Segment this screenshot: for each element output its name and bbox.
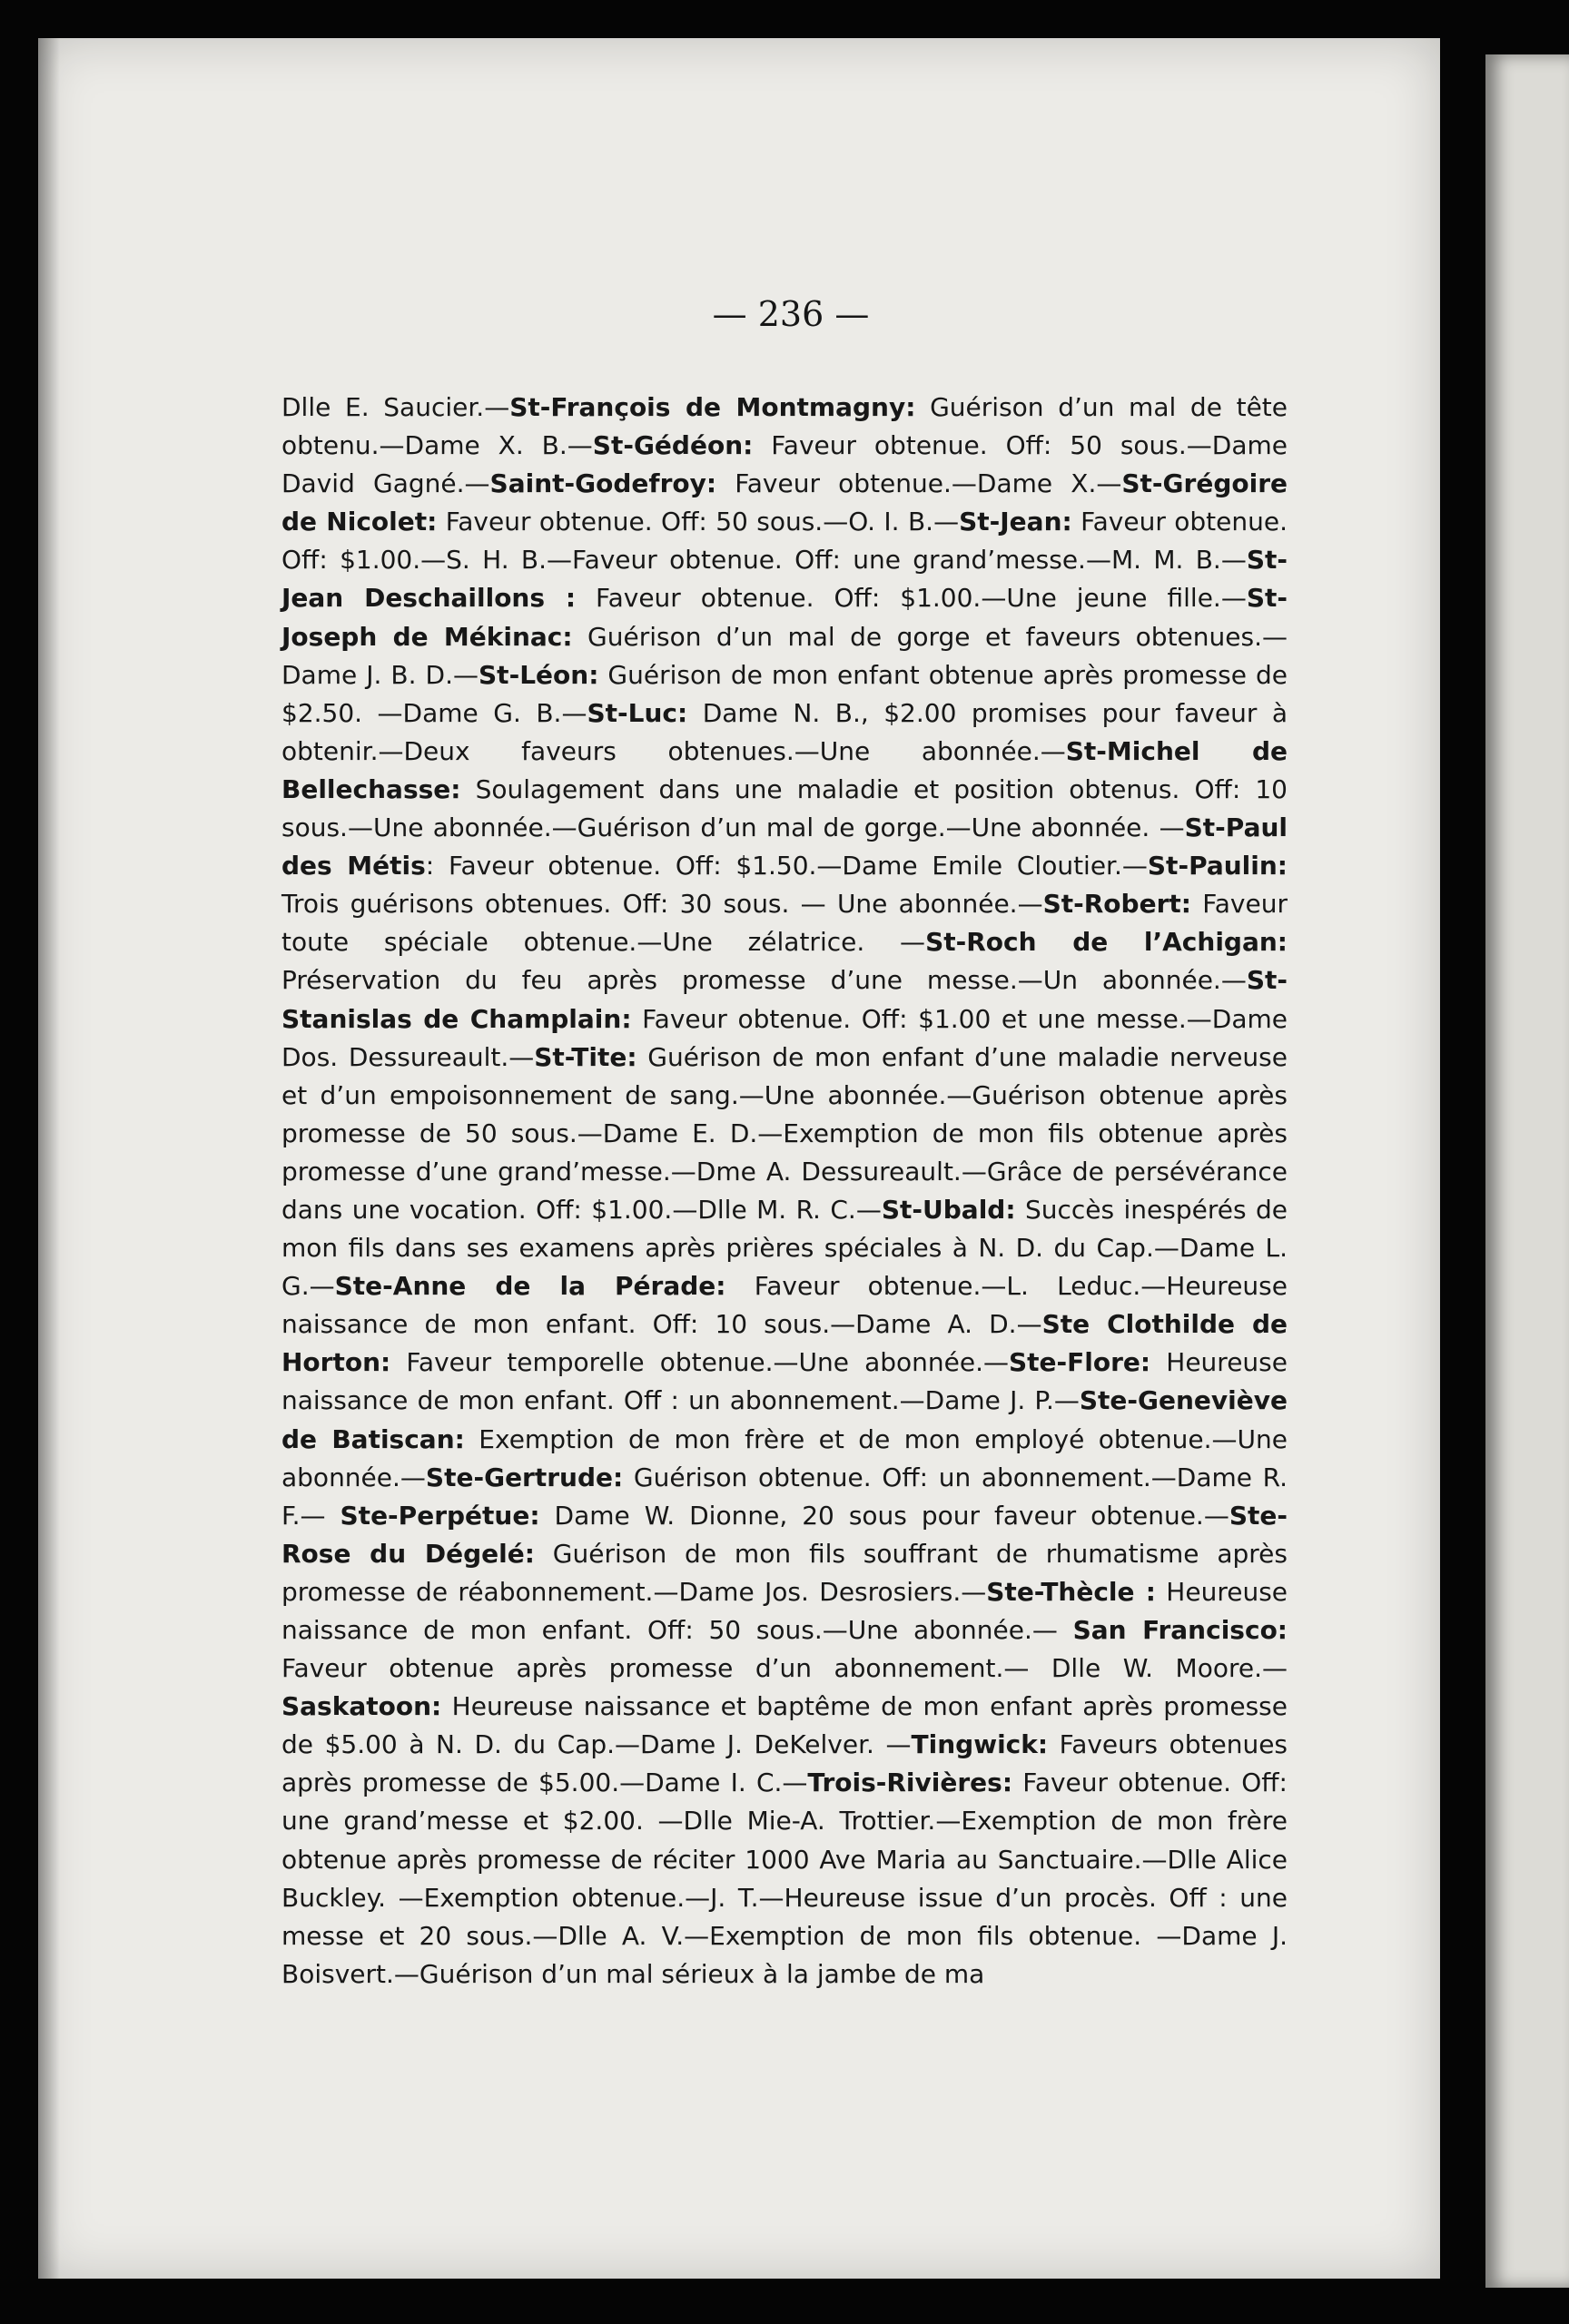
entry-text: Heureuse naissance de mon enfant. Off: 50 sous.—Une abonnée.— <box>281 1576 1288 1645</box>
place-heading: Ste-Flore: <box>1009 1347 1151 1378</box>
place-heading: St-Joseph de Mékinac: <box>281 583 1288 652</box>
entry-text: : Faveur obtenue. Off: $1.50.—Dame Emile Cloutier.— <box>425 851 1148 881</box>
place-heading: St-Paul des Métis <box>281 812 1288 881</box>
place-heading: St-Grégoire de Nicolet: <box>281 468 1288 537</box>
place-heading: St-Robert: <box>1042 889 1191 920</box>
entry-text: Guérison de mon enfant d’une maladie nerveuse et d’un empoisonnement de sang.—Une abonnée.—Guérison obtenue après promesse de 50 sous.—Dame E. D.—Exemption de mon fils obtenue après promesse d’une grand’messe.—Dme A. Dessureault.—Grâce de persévérance dans une vocation. Off: $1.00.—Dlle M. R. C.— <box>281 1041 1288 1225</box>
place-heading: Ste-Thècle : <box>986 1576 1156 1607</box>
book-page <box>38 38 1440 2279</box>
entry-text: Dlle E. Saucier.— <box>281 392 510 422</box>
place-heading: San Francisco: <box>1072 1615 1288 1645</box>
place-heading: Ste Clothilde de Horton: <box>281 1309 1288 1378</box>
next-page-edge <box>1485 54 1569 2288</box>
place-heading: St-Luc: <box>587 697 688 728</box>
entry-text: Faveur obtenue. Off: $1.00 et une messe.—Dame Dos. Dessureault.— <box>281 1003 1288 1072</box>
place-heading: St-François de Montmagny: <box>509 392 916 422</box>
entry-text: Guérison de mon enfant obtenue après promesse de $2.50. —Dame G. B.— <box>281 659 1288 728</box>
place-heading: St-Michel de Bellechasse: <box>281 735 1288 804</box>
entry-text: Faveur obtenue.—Dame X.— <box>716 468 1122 499</box>
entry-text: Faveurs obtenues après promesse de $5.00.—Dame I. C.— <box>281 1729 1288 1798</box>
place-heading: St-Léon: <box>479 659 599 690</box>
entry-text: Trois guérisons obtenues. Off: 30 sous. — Une abonnée.— <box>281 889 1043 920</box>
entry-text: Dame W. Dionne, 20 sous pour faveur obtenue.— <box>539 1500 1229 1531</box>
place-heading: Trois-Rivières: <box>807 1768 1013 1798</box>
entry-text: Faveur obtenue. Off: 50 sous.—O. I. B.— <box>437 507 960 537</box>
entry-text: Faveur obtenue après promesse d’un abonnement.— Dlle W. Moore.— <box>281 1653 1288 1684</box>
entry-text: Faveur obtenue. Off: $1.00.—S. H. B.—Faveur obtenue. Off: une grand’messe.—M. M. B.— <box>281 507 1288 576</box>
place-heading: Tingwick: <box>911 1729 1049 1760</box>
place-heading: Ste-Perpétue: <box>340 1500 540 1531</box>
entry-text: Dame N. B., $2.00 promises pour faveur à obtenir.—Deux faveurs obtenues.—Une abonnée.— <box>281 697 1288 766</box>
entry-text: Soulagement dans une maladie et position obtenus. Off: 10 sous.—Une abonnée.—Guérison d’un mal de gorge.—Une abonnée. — <box>281 773 1288 843</box>
place-heading: Saskatoon: <box>281 1691 442 1722</box>
entry-text: Guérison de mon fils souffrant de rhumatisme après promesse de réabonnement.—Dame Jos. Desrosiers.— <box>281 1538 1288 1607</box>
place-heading: St-Stanislas de Champlain: <box>281 965 1288 1034</box>
page-number: — 236 — <box>712 294 870 334</box>
place-heading: St-Ubald: <box>881 1194 1016 1225</box>
entry-text: Faveur obtenue. Off: une grand’messe et $2.00. —Dlle Mie-A. Trottier.—Exemption de mon frère obtenue après promesse de réciter 1000 Ave Maria au Sanctuaire.—Dlle Alice Buckley. —Exemption obtenue.—J. T.—Heureuse issue d’un procès. Off : une messe et 20 sous.—Dlle A. V.—Exemption de mon fils obtenue. —Dame J. Boisvert.—Guérison d’un mal sérieux à la jambe de ma <box>281 1768 1288 1989</box>
entry-text: Guérison d’un mal de tête obtenu.—Dame X. B.— <box>281 392 1288 461</box>
entry-text: Heureuse naissance et baptême de mon enfant après promesse de $5.00 à N. D. du Cap.—Dame J. DeKelver. — <box>281 1691 1288 1760</box>
entry-text: Guérison obtenue. Off: un abonnement.—Dame R. F.— <box>281 1462 1288 1531</box>
entry-text: Préservation du feu après promesse d’une messe.—Un abonnée.— <box>281 965 1247 996</box>
place-heading: St-Jean Deschaillons : <box>281 545 1288 614</box>
entry-text: Exemption de mon frère et de mon employé obtenue.—Une abonnée.— <box>281 1423 1288 1492</box>
entry-text: Heureuse naissance de mon enfant. Off : un abonnement.—Dame J. P.— <box>281 1347 1288 1416</box>
place-heading: St-Paulin: <box>1147 851 1288 881</box>
place-heading: St-Gédéon: <box>592 430 754 461</box>
entry-text: Faveur obtenue.—L. Leduc.—Heureuse naissance de mon enfant. Off: 10 sous.—Dame A. D.— <box>281 1271 1288 1340</box>
place-heading: St-Roch de l’Achigan: <box>925 927 1288 958</box>
entry-text: Succès inespérés de mon fils dans ses examens après prières spéciales à N. D. du Cap.—Dame L. G.— <box>281 1194 1288 1302</box>
entry-text: Faveur obtenue. Off: 50 sous.—Dame David Gagné.— <box>281 430 1288 499</box>
place-heading: Ste-Anne de la Pérade: <box>334 1271 726 1302</box>
place-heading: St-Tite: <box>534 1041 637 1072</box>
place-heading: Ste-Gertrude: <box>425 1462 624 1492</box>
entry-text: Faveur temporelle obtenue.—Une abonnée.— <box>390 1347 1009 1378</box>
body-text <box>281 389 1288 1994</box>
entry-text: Guérison d’un mal de gorge et faveurs obtenues.—Dame J. B. D.— <box>281 621 1288 690</box>
place-heading: Saint-Godefroy: <box>489 468 717 499</box>
entry-text: Faveur toute spéciale obtenue.—Une zélatrice. — <box>281 889 1288 958</box>
entry-text: Faveur obtenue. Off: $1.00.—Une jeune fille.— <box>576 583 1247 614</box>
place-heading: St-Jean: <box>959 507 1072 537</box>
place-heading: Ste-Geneviève de Batiscan: <box>281 1385 1288 1454</box>
place-heading: Ste-Rose du Dégelé: <box>281 1500 1288 1569</box>
